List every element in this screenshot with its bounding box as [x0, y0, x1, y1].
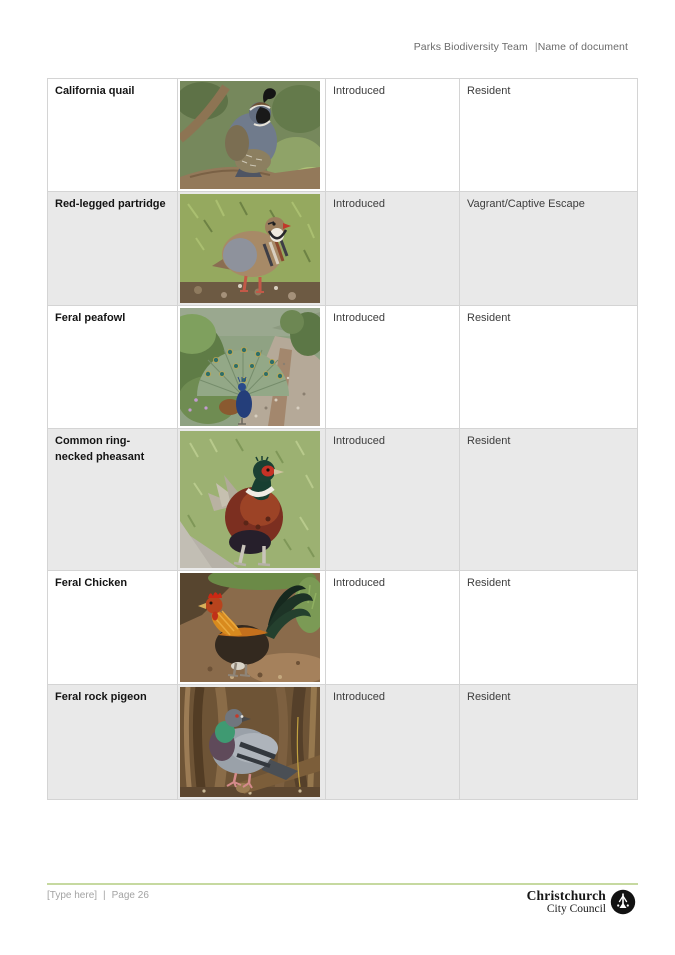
table-row: [48, 79, 638, 192]
christchurch-city-council-logo: [527, 889, 636, 915]
type-here-placeholder[interactable]: [Type here]: [47, 890, 98, 901]
origin-cell: Introduced: [333, 435, 385, 447]
status-cell: Resident: [467, 435, 511, 447]
california-quail-photo: [180, 81, 320, 189]
origin-cell: Introduced: [333, 198, 385, 210]
status-cell: Resident: [467, 577, 511, 589]
logo-line-1: Christchurch: [526, 888, 606, 903]
page-number: Page 26: [111, 890, 149, 901]
origin-cell: Introduced: [333, 312, 385, 324]
table-row: [48, 429, 638, 571]
red-legged-partridge-photo: [180, 194, 320, 303]
table-row: [48, 685, 638, 800]
christchurch-city-council-logo-icon: [610, 889, 636, 915]
document-header: [414, 41, 628, 53]
species-name: Feral Chicken: [55, 577, 128, 589]
species-name: Red-legged partridge: [55, 198, 166, 210]
feral-chicken-photo: [180, 573, 320, 682]
origin-cell: Introduced: [333, 577, 385, 589]
common-ring-necked-pheasant-photo: [180, 431, 320, 568]
header-document-name: Name of document: [537, 41, 628, 53]
status-cell: Vagrant/Captive Escape: [467, 198, 585, 210]
logo-line-2: City Council: [546, 902, 606, 915]
status-cell: Resident: [467, 85, 511, 97]
footer-rule: [47, 883, 638, 885]
species-name: Feral peafowl: [55, 312, 126, 324]
table-row: [48, 571, 638, 685]
bird-species-table: [47, 78, 638, 800]
species-name: Common ring-necked pheasant: [55, 435, 145, 463]
footer-separator: |: [103, 890, 106, 901]
header-team-name: Parks Biodiversity Team: [413, 41, 528, 53]
origin-cell: Introduced: [333, 691, 385, 703]
status-cell: Resident: [467, 691, 511, 703]
logo-text: [527, 889, 606, 915]
table-row: [48, 306, 638, 429]
species-name: Feral rock pigeon: [55, 691, 147, 703]
table-row: [48, 192, 638, 306]
feral-peafowl-photo: [180, 308, 320, 426]
status-cell: Resident: [467, 312, 511, 324]
feral-rock-pigeon-photo: [180, 687, 320, 797]
species-name: California quail: [55, 85, 135, 97]
header-separator: |: [534, 41, 538, 53]
footer-left: [47, 890, 149, 901]
origin-cell: Introduced: [333, 85, 385, 97]
